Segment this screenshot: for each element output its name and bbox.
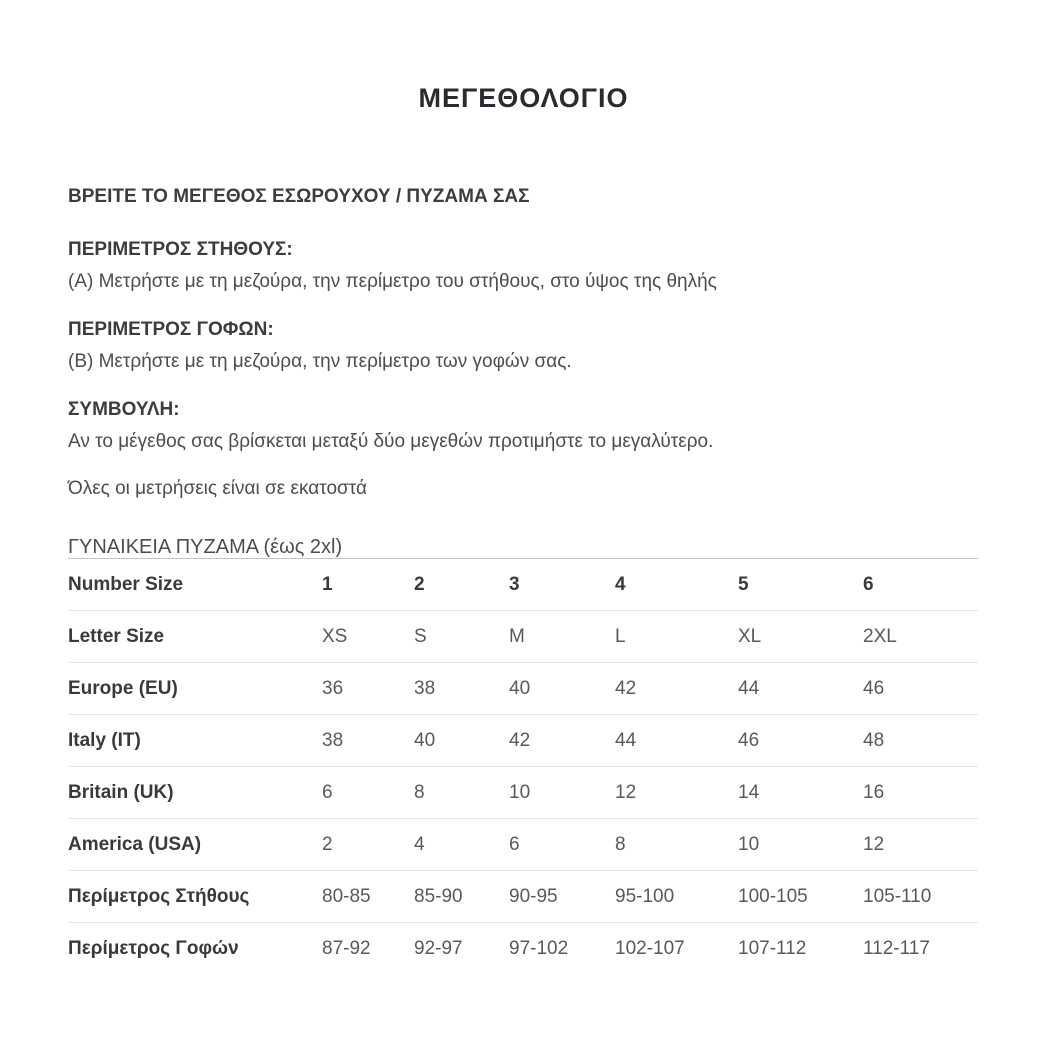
table-cell: 100-105: [738, 885, 808, 907]
table-row-europe: [68, 663, 978, 715]
table-cell: 105-110: [863, 885, 932, 907]
table-cell: 36: [322, 677, 344, 699]
section-heading: ΣΥΜΒΟΥΛΗ:: [68, 399, 180, 420]
row-label: Περίμετρος Στήθους: [68, 885, 250, 907]
table-cell: 16: [863, 781, 885, 803]
table-cell: 90-95: [509, 885, 558, 907]
section-body: Αν το μέγεθος σας βρίσκεται μεταξύ δύο μεγεθών προτιμήστε το μεγαλύτερο.: [68, 431, 714, 452]
table-cell: 80-85: [322, 885, 371, 907]
table-cell: 12: [863, 833, 885, 855]
section-body: (A) Μετρήστε με τη μεζούρα, την περίμετρο του στήθους, στο ύψος της θηλής: [68, 271, 717, 292]
table-cell: 40: [509, 677, 531, 699]
table-cell: 92-97: [414, 937, 463, 959]
table-cell: 2XL: [863, 625, 897, 647]
table-cell: 85-90: [414, 885, 463, 907]
table-cell: 48: [863, 729, 885, 751]
table-cell: 10: [509, 781, 531, 803]
table-row-number-size: [68, 559, 978, 611]
table-row-hip-circumference: [68, 923, 978, 975]
table-cell: 4: [414, 833, 425, 855]
table-row-chest-circumference: [68, 871, 978, 923]
table-cell: 107-112: [738, 937, 807, 959]
table-cell: 14: [738, 781, 760, 803]
table-cell: 3: [509, 573, 520, 595]
table-cell: 6: [322, 781, 333, 803]
table-cell: 6: [509, 833, 520, 855]
size-guide-content: [0, 186, 1047, 975]
row-label: Europe (EU): [68, 677, 178, 699]
table-cell: 46: [863, 677, 885, 699]
table-cell: 97-102: [509, 937, 569, 959]
section-heading: ΠΕΡΙΜΕΤΡΟΣ ΓΟΦΩΝ:: [68, 319, 274, 340]
table-cell: 6: [863, 573, 874, 595]
row-label: Letter Size: [68, 625, 165, 647]
table-cell: 8: [615, 833, 626, 855]
page-title: ΜΕΓΕΘΟΛΟΓΙΟ: [418, 83, 629, 113]
table-cell: 87-92: [322, 937, 371, 959]
table-cell: 44: [738, 677, 760, 699]
table-cell: 112-117: [863, 937, 930, 959]
section-heading: ΠΕΡΙΜΕΤΡΟΣ ΣΤΗΘΟΥΣ:: [68, 239, 293, 260]
section-hip-circumference: [68, 319, 978, 376]
table-cell: 38: [414, 677, 436, 699]
table-cell: 1: [322, 573, 333, 595]
table-cell: 2: [322, 833, 333, 855]
row-label: Britain (UK): [68, 781, 174, 803]
table-cell: 42: [509, 729, 531, 751]
table-row-letter-size: [68, 611, 978, 663]
table-cell: 12: [615, 781, 637, 803]
table-cell: XL: [738, 625, 762, 647]
table-cell: 8: [414, 781, 425, 803]
table-cell: 95-100: [615, 885, 675, 907]
section-body: (B) Μετρήστε με τη μεζούρα, την περίμετρο των γοφών σας.: [68, 351, 572, 372]
section-chest-circumference: [68, 239, 978, 296]
table-cell: 44: [615, 729, 637, 751]
row-label: Number Size: [68, 573, 184, 595]
table-cell: 46: [738, 729, 760, 751]
row-label: America (USA): [68, 833, 202, 855]
intro-heading: ΒΡΕΙΤΕ ΤΟ ΜΕΓΕΘΟΣ ΕΣΩΡΟΥΧΟΥ / ΠΥΖΑΜΑ ΣΑΣ: [68, 186, 530, 207]
table-row-america: [68, 819, 978, 871]
table-cell: 42: [615, 677, 637, 699]
row-label: Italy (IT): [68, 729, 141, 751]
table-cell: 38: [322, 729, 344, 751]
size-chart-table: [68, 558, 978, 975]
table-cell: 4: [615, 573, 626, 595]
table-cell: XS: [322, 625, 348, 647]
table-row-britain: [68, 767, 978, 819]
table-cell: M: [509, 625, 525, 647]
table-cell: 40: [414, 729, 436, 751]
table-cell: L: [615, 625, 626, 647]
table-row-italy: [68, 715, 978, 767]
table-cell: S: [414, 625, 427, 647]
section-advice: [68, 399, 978, 456]
table-cell: 5: [738, 573, 749, 595]
table-cell: 10: [738, 833, 760, 855]
row-label: Περίμετρος Γοφών: [68, 937, 239, 959]
table-cell: 102-107: [615, 937, 685, 959]
units-note: Όλες οι μετρήσεις είναι σε εκατοστά: [68, 478, 367, 499]
table-cell: 2: [414, 573, 425, 595]
table-title: ΓΥΝΑΙΚΕΙΑ ΠΥΖΑΜΑ (έως 2xl): [68, 536, 343, 558]
